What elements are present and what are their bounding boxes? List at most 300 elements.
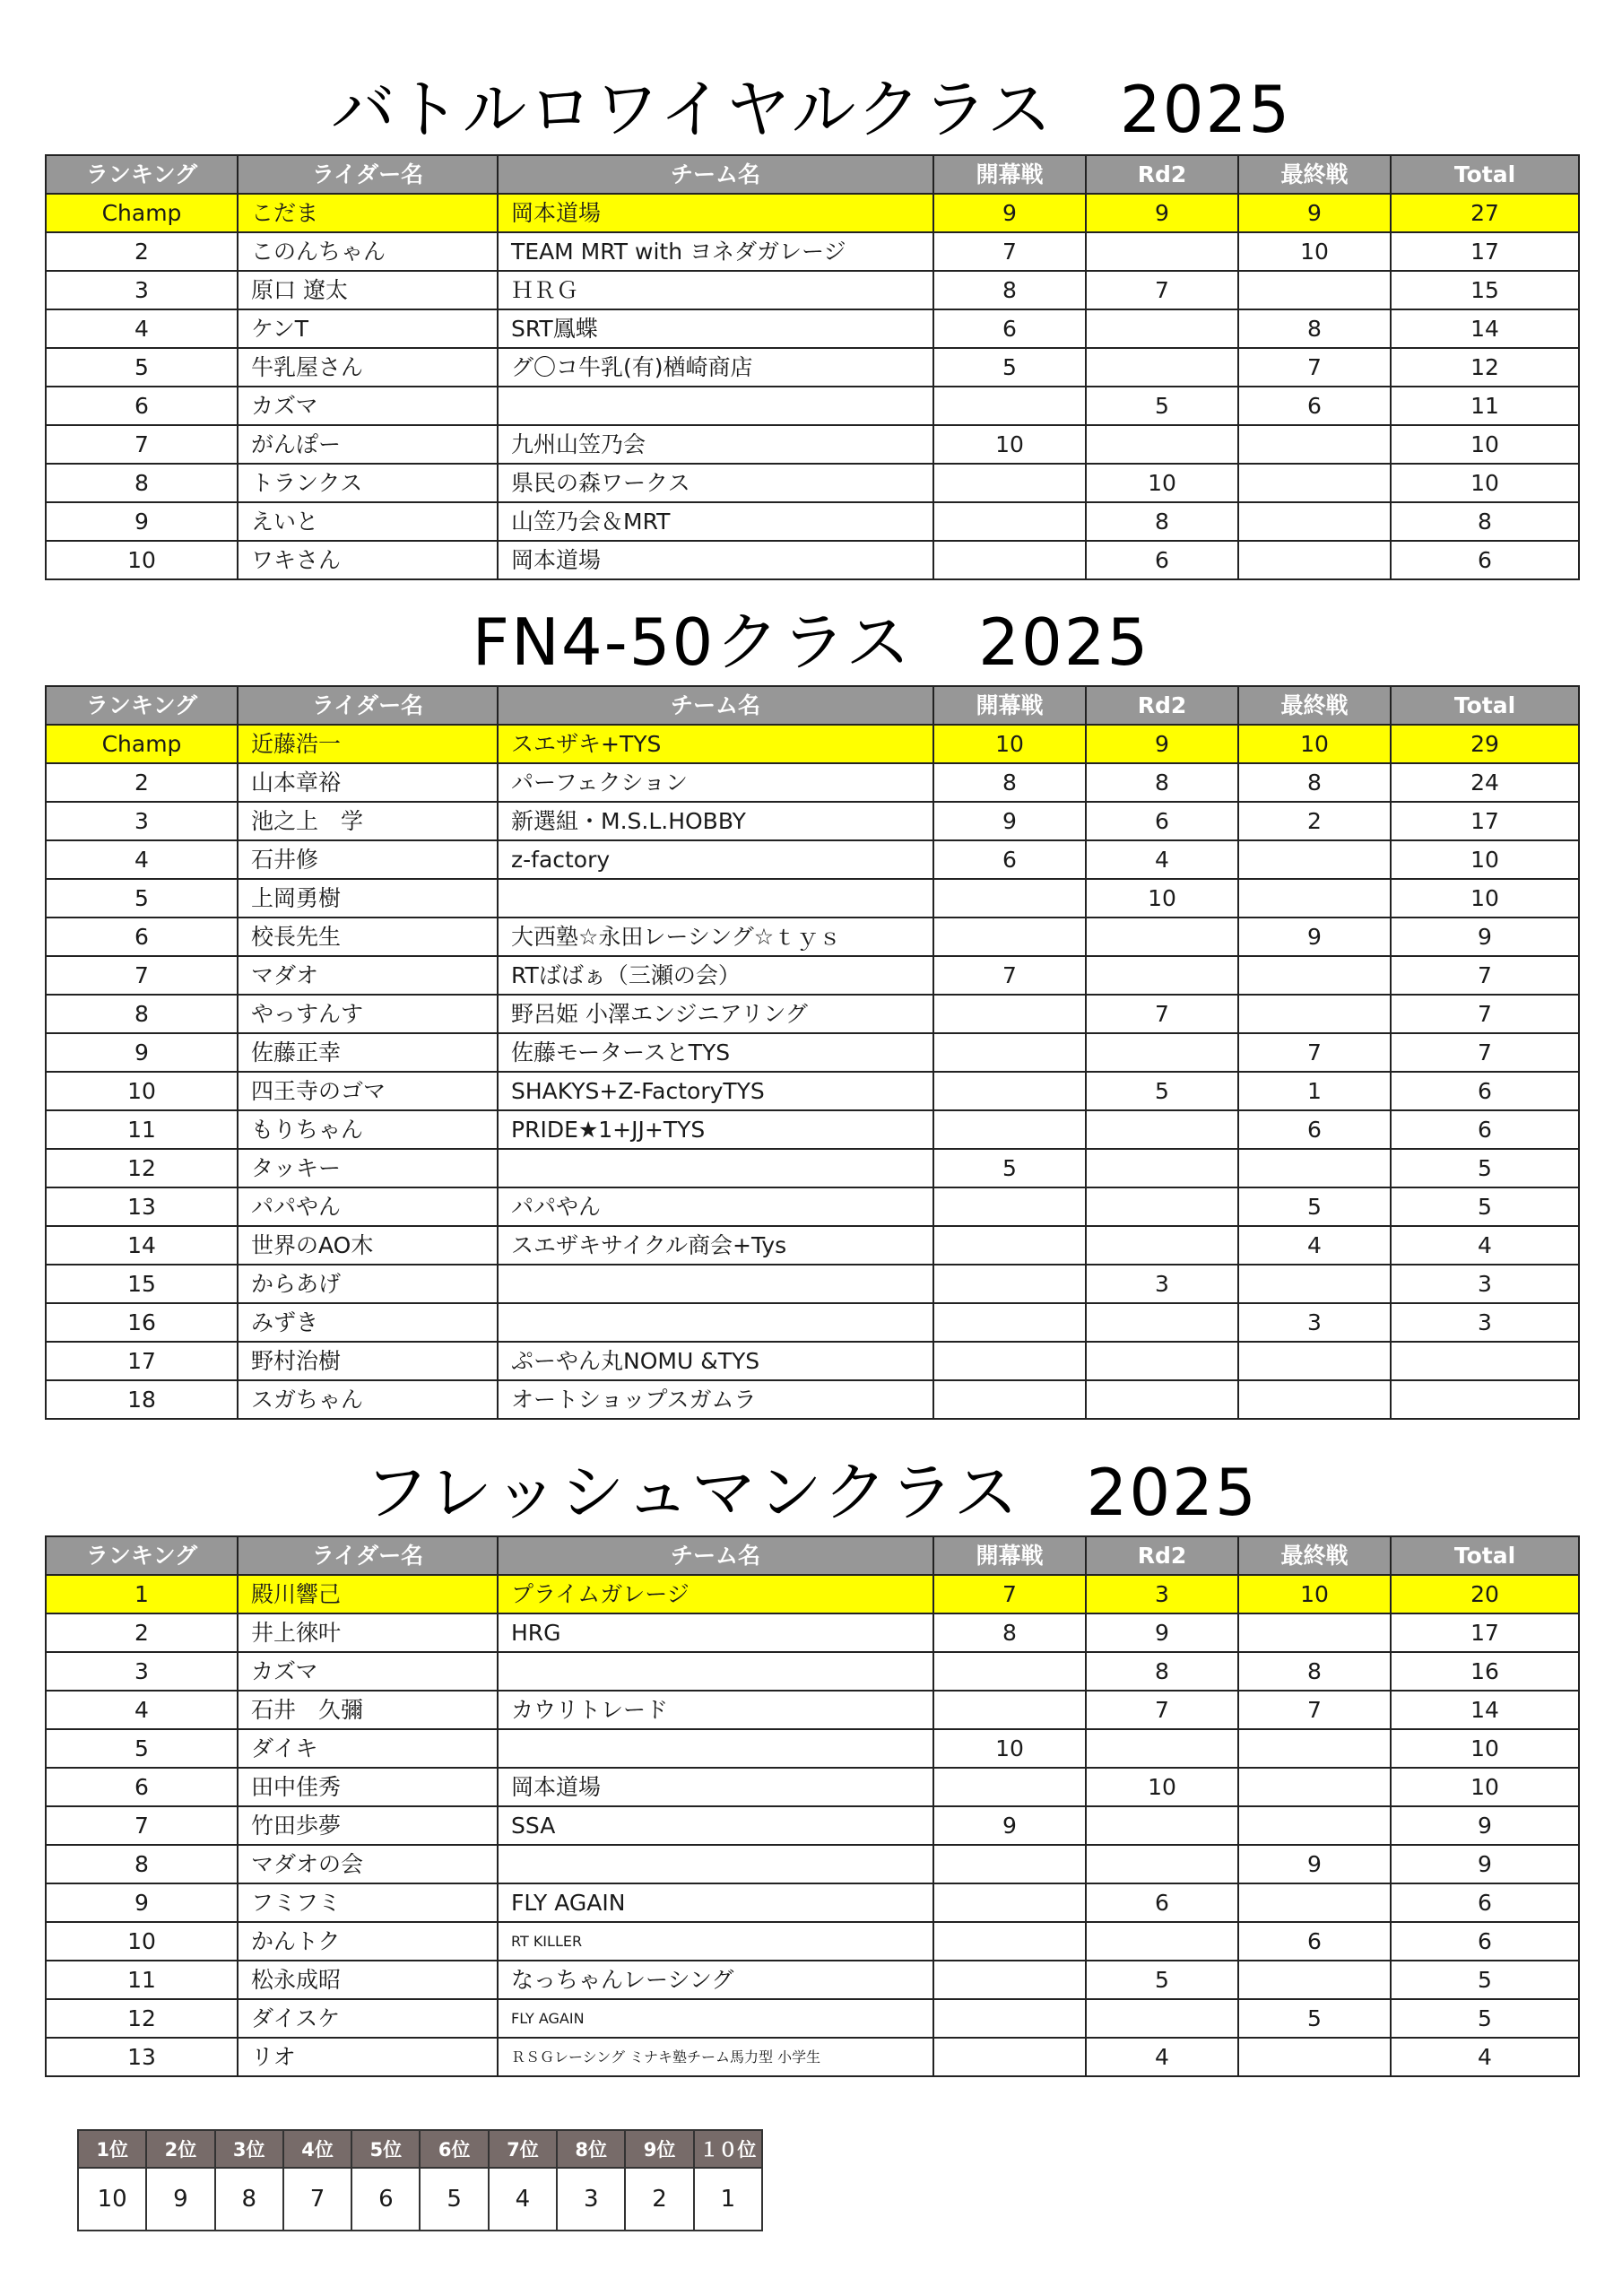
team-name-cell: ぷーやん丸NOMU &TYS bbox=[498, 1342, 933, 1380]
position-label: 2位 bbox=[146, 2130, 214, 2168]
rank-cell: 3 bbox=[46, 1652, 238, 1691]
fn4-50-ranking-table bbox=[45, 685, 1580, 1420]
team-name-cell: パパやん bbox=[498, 1187, 933, 1226]
final-round-points-cell: 10 bbox=[1238, 232, 1391, 271]
round2-points-cell bbox=[1086, 1342, 1238, 1380]
total-points-cell: 10 bbox=[1391, 1729, 1579, 1768]
table-row bbox=[46, 1226, 1579, 1265]
round1-points-cell bbox=[933, 1187, 1086, 1226]
team-name-cell: 山笠乃会＆MRT bbox=[498, 502, 933, 541]
total-points-cell: 7 bbox=[1391, 956, 1579, 995]
team-name-cell: HRG bbox=[498, 1613, 933, 1652]
rank-cell: 5 bbox=[46, 348, 238, 387]
position-points: 7 bbox=[283, 2168, 351, 2231]
team-name-cell: スエザキサイクル商会+Tys bbox=[498, 1226, 933, 1265]
round1-points-cell: 6 bbox=[933, 309, 1086, 348]
table-row bbox=[46, 1072, 1579, 1110]
final-round-points-cell: 7 bbox=[1238, 1033, 1391, 1072]
round2-points-cell: 5 bbox=[1086, 1961, 1238, 1999]
points-value-row bbox=[78, 2168, 762, 2231]
final-round-points-cell: 9 bbox=[1238, 1845, 1391, 1883]
team-name-cell: スエザキ+TYS bbox=[498, 725, 933, 763]
round1-points-cell: 8 bbox=[933, 763, 1086, 802]
position-label: 4位 bbox=[283, 2130, 351, 2168]
final-round-points-cell: 6 bbox=[1238, 1922, 1391, 1961]
final-round-points-cell: 10 bbox=[1238, 725, 1391, 763]
total-points-cell: 5 bbox=[1391, 1961, 1579, 1999]
table-row bbox=[46, 1883, 1579, 1922]
rank-cell: 10 bbox=[46, 541, 238, 579]
team-name-cell: SRT鳳蝶 bbox=[498, 309, 933, 348]
table-row bbox=[46, 1110, 1579, 1149]
table-row bbox=[46, 1613, 1579, 1652]
rider-name-cell: ケンT bbox=[238, 309, 498, 348]
round1-points-cell bbox=[933, 1652, 1086, 1691]
round1-points-cell: 5 bbox=[933, 1149, 1086, 1187]
final-round-points-cell: 5 bbox=[1238, 1999, 1391, 2038]
total-points-cell: 6 bbox=[1391, 541, 1579, 579]
final-round-points-cell: 1 bbox=[1238, 1072, 1391, 1110]
table-row bbox=[46, 387, 1579, 425]
round1-points-cell bbox=[933, 995, 1086, 1033]
team-name-cell: TEAM MRT with ヨネダガレージ bbox=[498, 232, 933, 271]
round2-points-cell: 10 bbox=[1086, 464, 1238, 502]
final-round-points-cell: 10 bbox=[1238, 1575, 1391, 1613]
round2-points-cell bbox=[1086, 1380, 1238, 1419]
team-name-cell: 岡本道場 bbox=[498, 194, 933, 232]
total-points-cell: 16 bbox=[1391, 1652, 1579, 1691]
final-round-points-cell bbox=[1238, 1265, 1391, 1303]
position-points: 10 bbox=[78, 2168, 146, 2231]
round1-points-cell: 9 bbox=[933, 1806, 1086, 1845]
team-name-cell bbox=[498, 1729, 933, 1768]
team-name-cell: RT KILLER bbox=[498, 1922, 933, 1961]
rank-cell: 15 bbox=[46, 1265, 238, 1303]
total-points-cell: 10 bbox=[1391, 879, 1579, 918]
header-round1: 開幕戦 bbox=[933, 686, 1086, 725]
table-row bbox=[46, 1845, 1579, 1883]
rider-name-cell: やっすんす bbox=[238, 995, 498, 1033]
table-row bbox=[46, 840, 1579, 879]
final-round-points-cell: 8 bbox=[1238, 309, 1391, 348]
round1-points-cell bbox=[933, 1961, 1086, 1999]
round1-points-cell: 10 bbox=[933, 1729, 1086, 1768]
total-points-cell: 6 bbox=[1391, 1110, 1579, 1149]
final-round-points-cell bbox=[1238, 502, 1391, 541]
final-round-points-cell bbox=[1238, 1342, 1391, 1380]
rank-cell: 9 bbox=[46, 1883, 238, 1922]
rider-name-cell: もりちゃん bbox=[238, 1110, 498, 1149]
total-points-cell bbox=[1391, 1342, 1579, 1380]
fn4-50-class-title: FN4-50クラス 2025 bbox=[472, 604, 1150, 680]
final-round-points-cell bbox=[1238, 1883, 1391, 1922]
position-points: 2 bbox=[625, 2168, 693, 2231]
header-round1: 開幕戦 bbox=[933, 155, 1086, 194]
final-round-points-cell: 9 bbox=[1238, 194, 1391, 232]
freshman-ranking-table bbox=[45, 1535, 1580, 2077]
rider-name-cell: 田中佳秀 bbox=[238, 1768, 498, 1806]
table-row bbox=[46, 1033, 1579, 1072]
rank-cell: 5 bbox=[46, 879, 238, 918]
round1-points-cell bbox=[933, 2038, 1086, 2076]
total-points-cell: 10 bbox=[1391, 425, 1579, 464]
total-points-cell: 24 bbox=[1391, 763, 1579, 802]
table-row bbox=[46, 309, 1579, 348]
total-points-cell: 17 bbox=[1391, 802, 1579, 840]
round1-points-cell bbox=[933, 464, 1086, 502]
rank-cell: 18 bbox=[46, 1380, 238, 1419]
rank-cell: 12 bbox=[46, 1149, 238, 1187]
rider-name-cell: タッキー bbox=[238, 1149, 498, 1187]
points-header-row bbox=[78, 2130, 762, 2168]
battle-royal-ranking-table bbox=[45, 154, 1580, 580]
header-ranking: ランキング bbox=[46, 686, 238, 725]
round1-points-cell: 8 bbox=[933, 1613, 1086, 1652]
rank-cell: 7 bbox=[46, 1806, 238, 1845]
total-points-cell: 4 bbox=[1391, 1226, 1579, 1265]
header-team-name: チーム名 bbox=[498, 686, 933, 725]
header-total: Total bbox=[1391, 686, 1579, 725]
table-row bbox=[46, 802, 1579, 840]
rider-name-cell: 近藤浩一 bbox=[238, 725, 498, 763]
rank-cell: 6 bbox=[46, 387, 238, 425]
team-name-cell: グ〇コ牛乳(有)楢崎商店 bbox=[498, 348, 933, 387]
round1-points-cell bbox=[933, 387, 1086, 425]
round1-points-cell bbox=[933, 1691, 1086, 1729]
team-name-cell: FLY AGAIN bbox=[498, 1883, 933, 1922]
header-total: Total bbox=[1391, 1536, 1579, 1575]
total-points-cell: 7 bbox=[1391, 995, 1579, 1033]
header-round2: Rd2 bbox=[1086, 1536, 1238, 1575]
rank-cell: 6 bbox=[46, 1768, 238, 1806]
team-name-cell: プライムガレージ bbox=[498, 1575, 933, 1613]
round2-points-cell bbox=[1086, 1303, 1238, 1342]
position-label: 9位 bbox=[625, 2130, 693, 2168]
team-name-cell bbox=[498, 1265, 933, 1303]
table-row bbox=[46, 1999, 1579, 2038]
position-points: 1 bbox=[694, 2168, 762, 2231]
final-round-points-cell: 2 bbox=[1238, 802, 1391, 840]
round1-points-cell: 9 bbox=[933, 194, 1086, 232]
position-label: 5位 bbox=[351, 2130, 420, 2168]
team-name-cell: PRIDE★1+JJ+TYS bbox=[498, 1110, 933, 1149]
total-points-cell: 5 bbox=[1391, 1187, 1579, 1226]
total-points-cell: 14 bbox=[1391, 309, 1579, 348]
table-row bbox=[46, 425, 1579, 464]
round2-points-cell bbox=[1086, 1806, 1238, 1845]
rider-name-cell: 佐藤正幸 bbox=[238, 1033, 498, 1072]
table-row bbox=[46, 464, 1579, 502]
total-points-cell: 6 bbox=[1391, 1883, 1579, 1922]
final-round-points-cell bbox=[1238, 541, 1391, 579]
round1-points-cell bbox=[933, 1768, 1086, 1806]
rider-name-cell: カズマ bbox=[238, 387, 498, 425]
header-rider-name: ライダー名 bbox=[238, 686, 498, 725]
team-name-cell: 岡本道場 bbox=[498, 541, 933, 579]
final-round-points-cell bbox=[1238, 271, 1391, 309]
team-name-cell bbox=[498, 387, 933, 425]
team-name-cell: ＲＳＧレーシング ミナキ塾チーム馬力型 小学生 bbox=[498, 2038, 933, 2076]
team-name-cell: FLY AGAIN bbox=[498, 1999, 933, 2038]
total-points-cell: 5 bbox=[1391, 1999, 1579, 2038]
round2-points-cell: 3 bbox=[1086, 1575, 1238, 1613]
table-row bbox=[46, 1187, 1579, 1226]
round1-points-cell: 7 bbox=[933, 956, 1086, 995]
round1-points-cell: 8 bbox=[933, 271, 1086, 309]
rider-name-cell: 上岡勇樹 bbox=[238, 879, 498, 918]
round1-points-cell bbox=[933, 1110, 1086, 1149]
team-name-cell: 岡本道場 bbox=[498, 1768, 933, 1806]
final-round-points-cell: 6 bbox=[1238, 387, 1391, 425]
rank-cell: 4 bbox=[46, 309, 238, 348]
round1-points-cell: 7 bbox=[933, 232, 1086, 271]
rank-cell: 10 bbox=[46, 1072, 238, 1110]
total-points-cell: 9 bbox=[1391, 918, 1579, 956]
table-row bbox=[46, 918, 1579, 956]
team-name-cell: RTばばぁ（三瀬の会） bbox=[498, 956, 933, 995]
rank-cell: 8 bbox=[46, 464, 238, 502]
round2-points-cell bbox=[1086, 309, 1238, 348]
team-name-cell: カウリトレード bbox=[498, 1691, 933, 1729]
position-label: 8位 bbox=[557, 2130, 625, 2168]
final-round-points-cell bbox=[1238, 425, 1391, 464]
rider-name-cell: ダイキ bbox=[238, 1729, 498, 1768]
round2-points-cell: 7 bbox=[1086, 995, 1238, 1033]
final-round-points-cell bbox=[1238, 995, 1391, 1033]
table-row bbox=[46, 1575, 1579, 1613]
final-round-points-cell bbox=[1238, 879, 1391, 918]
rider-name-cell: 世界のAO木 bbox=[238, 1226, 498, 1265]
header-final-round: 最終戦 bbox=[1238, 1536, 1391, 1575]
final-round-points-cell: 7 bbox=[1238, 348, 1391, 387]
total-points-cell: 9 bbox=[1391, 1806, 1579, 1845]
header-rider-name: ライダー名 bbox=[238, 155, 498, 194]
header-ranking: ランキング bbox=[46, 155, 238, 194]
rank-cell: 3 bbox=[46, 271, 238, 309]
table-row bbox=[46, 1652, 1579, 1691]
total-points-cell: 5 bbox=[1391, 1149, 1579, 1187]
rank-cell: 11 bbox=[46, 1961, 238, 1999]
rider-name-cell: かんトク bbox=[238, 1922, 498, 1961]
final-round-points-cell: 8 bbox=[1238, 1652, 1391, 1691]
rank-cell: Champ bbox=[46, 725, 238, 763]
round1-points-cell bbox=[933, 541, 1086, 579]
final-round-points-cell: 3 bbox=[1238, 1303, 1391, 1342]
rank-cell: 10 bbox=[46, 1922, 238, 1961]
rider-name-cell: 松永成昭 bbox=[238, 1961, 498, 1999]
table-row bbox=[46, 271, 1579, 309]
team-name-cell: ＨＲＧ bbox=[498, 271, 933, 309]
table-row bbox=[46, 995, 1579, 1033]
table-row bbox=[46, 956, 1579, 995]
header-rider-name: ライダー名 bbox=[238, 1536, 498, 1575]
round2-points-cell: 7 bbox=[1086, 271, 1238, 309]
position-points: 5 bbox=[420, 2168, 488, 2231]
round2-points-cell: 9 bbox=[1086, 725, 1238, 763]
table-row bbox=[46, 879, 1579, 918]
table-row bbox=[46, 1729, 1579, 1768]
table-row bbox=[46, 1149, 1579, 1187]
total-points-cell: 8 bbox=[1391, 502, 1579, 541]
team-name-cell bbox=[498, 1652, 933, 1691]
table-row bbox=[46, 194, 1579, 232]
round2-points-cell: 9 bbox=[1086, 1613, 1238, 1652]
team-name-cell bbox=[498, 1303, 933, 1342]
table-row bbox=[46, 348, 1579, 387]
rider-name-cell: ワキさん bbox=[238, 541, 498, 579]
header-row bbox=[46, 1536, 1579, 1575]
round2-points-cell: 6 bbox=[1086, 802, 1238, 840]
table-row bbox=[46, 1961, 1579, 1999]
round2-points-cell: 8 bbox=[1086, 1652, 1238, 1691]
round1-points-cell: 9 bbox=[933, 802, 1086, 840]
table-row bbox=[46, 541, 1579, 579]
total-points-cell: 10 bbox=[1391, 840, 1579, 879]
rank-cell: 9 bbox=[46, 1033, 238, 1072]
rank-cell: 17 bbox=[46, 1342, 238, 1380]
round2-points-cell: 7 bbox=[1086, 1691, 1238, 1729]
final-round-points-cell bbox=[1238, 1613, 1391, 1652]
rider-name-cell: マダオ bbox=[238, 956, 498, 995]
header-team-name: チーム名 bbox=[498, 155, 933, 194]
rank-cell: 1 bbox=[46, 1575, 238, 1613]
total-points-cell: 27 bbox=[1391, 194, 1579, 232]
rider-name-cell: 石井 久彌 bbox=[238, 1691, 498, 1729]
rider-name-cell: マダオの会 bbox=[238, 1845, 498, 1883]
rank-cell: 6 bbox=[46, 918, 238, 956]
round2-points-cell bbox=[1086, 1187, 1238, 1226]
total-points-cell: 4 bbox=[1391, 2038, 1579, 2076]
round2-points-cell bbox=[1086, 918, 1238, 956]
header-round1: 開幕戦 bbox=[933, 1536, 1086, 1575]
rank-cell: 2 bbox=[46, 1613, 238, 1652]
final-round-points-cell: 7 bbox=[1238, 1691, 1391, 1729]
table-row bbox=[46, 1922, 1579, 1961]
table-row bbox=[46, 725, 1579, 763]
rider-name-cell: 原口 遼太 bbox=[238, 271, 498, 309]
round2-points-cell bbox=[1086, 1845, 1238, 1883]
round1-points-cell bbox=[933, 1265, 1086, 1303]
round2-points-cell bbox=[1086, 425, 1238, 464]
round2-points-cell bbox=[1086, 1999, 1238, 2038]
position-label: 7位 bbox=[489, 2130, 557, 2168]
round1-points-cell bbox=[933, 918, 1086, 956]
final-round-points-cell: 6 bbox=[1238, 1110, 1391, 1149]
rank-cell: 8 bbox=[46, 995, 238, 1033]
rank-cell: 14 bbox=[46, 1226, 238, 1265]
team-name-cell bbox=[498, 1845, 933, 1883]
rider-name-cell: 校長先生 bbox=[238, 918, 498, 956]
rider-name-cell: えいと bbox=[238, 502, 498, 541]
rank-cell: 11 bbox=[46, 1110, 238, 1149]
position-label: 3位 bbox=[215, 2130, 283, 2168]
rider-name-cell: このんちゃん bbox=[238, 232, 498, 271]
rider-name-cell: トランクス bbox=[238, 464, 498, 502]
round2-points-cell bbox=[1086, 956, 1238, 995]
final-round-points-cell bbox=[1238, 2038, 1391, 2076]
final-round-points-cell: 9 bbox=[1238, 918, 1391, 956]
freshman-class-title: フレッシュマンクラス 2025 bbox=[364, 1455, 1258, 1530]
round2-points-cell bbox=[1086, 1922, 1238, 1961]
final-round-points-cell bbox=[1238, 1961, 1391, 1999]
round2-points-cell: 5 bbox=[1086, 387, 1238, 425]
rider-name-cell: カズマ bbox=[238, 1652, 498, 1691]
position-label: １０位 bbox=[694, 2130, 762, 2168]
final-round-points-cell: 8 bbox=[1238, 763, 1391, 802]
round1-points-cell bbox=[933, 1072, 1086, 1110]
rank-cell: 4 bbox=[46, 1691, 238, 1729]
total-points-cell: 17 bbox=[1391, 232, 1579, 271]
header-row bbox=[46, 155, 1579, 194]
rank-cell: 2 bbox=[46, 763, 238, 802]
position-points: 3 bbox=[557, 2168, 625, 2231]
team-name-cell: 野呂姫 小澤エンジニアリング bbox=[498, 995, 933, 1033]
round2-points-cell: 3 bbox=[1086, 1265, 1238, 1303]
final-round-points-cell bbox=[1238, 1729, 1391, 1768]
rank-cell: 2 bbox=[46, 232, 238, 271]
rider-name-cell: みずき bbox=[238, 1303, 498, 1342]
total-points-cell: 15 bbox=[1391, 271, 1579, 309]
points-allocation-table bbox=[77, 2129, 763, 2231]
rider-name-cell: 井上徠叶 bbox=[238, 1613, 498, 1652]
rank-cell: Champ bbox=[46, 194, 238, 232]
round2-points-cell: 6 bbox=[1086, 541, 1238, 579]
team-name-cell: z-factory bbox=[498, 840, 933, 879]
team-name-cell: 新選組・M.S.L.HOBBY bbox=[498, 802, 933, 840]
rider-name-cell: 野村治樹 bbox=[238, 1342, 498, 1380]
header-team-name: チーム名 bbox=[498, 1536, 933, 1575]
round1-points-cell: 7 bbox=[933, 1575, 1086, 1613]
rider-name-cell: 竹田歩夢 bbox=[238, 1806, 498, 1845]
table-row bbox=[46, 1768, 1579, 1806]
team-name-cell: なっちゃんレーシング bbox=[498, 1961, 933, 1999]
header-final-round: 最終戦 bbox=[1238, 155, 1391, 194]
round1-points-cell bbox=[933, 1033, 1086, 1072]
total-points-cell: 6 bbox=[1391, 1922, 1579, 1961]
rank-cell: 9 bbox=[46, 502, 238, 541]
round1-points-cell bbox=[933, 1303, 1086, 1342]
total-points-cell: 10 bbox=[1391, 464, 1579, 502]
round2-points-cell: 6 bbox=[1086, 1883, 1238, 1922]
round1-points-cell bbox=[933, 1845, 1086, 1883]
table-row bbox=[46, 1691, 1579, 1729]
round2-points-cell: 10 bbox=[1086, 879, 1238, 918]
header-ranking: ランキング bbox=[46, 1536, 238, 1575]
rider-name-cell: こだま bbox=[238, 194, 498, 232]
rider-name-cell: 山本章裕 bbox=[238, 763, 498, 802]
rider-name-cell: からあげ bbox=[238, 1265, 498, 1303]
total-points-cell: 6 bbox=[1391, 1072, 1579, 1110]
final-round-points-cell bbox=[1238, 1380, 1391, 1419]
header-row bbox=[46, 686, 1579, 725]
round2-points-cell: 5 bbox=[1086, 1072, 1238, 1110]
total-points-cell: 29 bbox=[1391, 725, 1579, 763]
header-round2: Rd2 bbox=[1086, 155, 1238, 194]
table-row bbox=[46, 2038, 1579, 2076]
table-row bbox=[46, 1342, 1579, 1380]
total-points-cell bbox=[1391, 1380, 1579, 1419]
round2-points-cell bbox=[1086, 1226, 1238, 1265]
team-name-cell: 県民の森ワークス bbox=[498, 464, 933, 502]
rider-name-cell: スガちゃん bbox=[238, 1380, 498, 1419]
round2-points-cell bbox=[1086, 1149, 1238, 1187]
rank-cell: 7 bbox=[46, 956, 238, 995]
round1-points-cell: 5 bbox=[933, 348, 1086, 387]
position-points: 6 bbox=[351, 2168, 420, 2231]
position-points: 4 bbox=[489, 2168, 557, 2231]
total-points-cell: 7 bbox=[1391, 1033, 1579, 1072]
team-name-cell bbox=[498, 879, 933, 918]
